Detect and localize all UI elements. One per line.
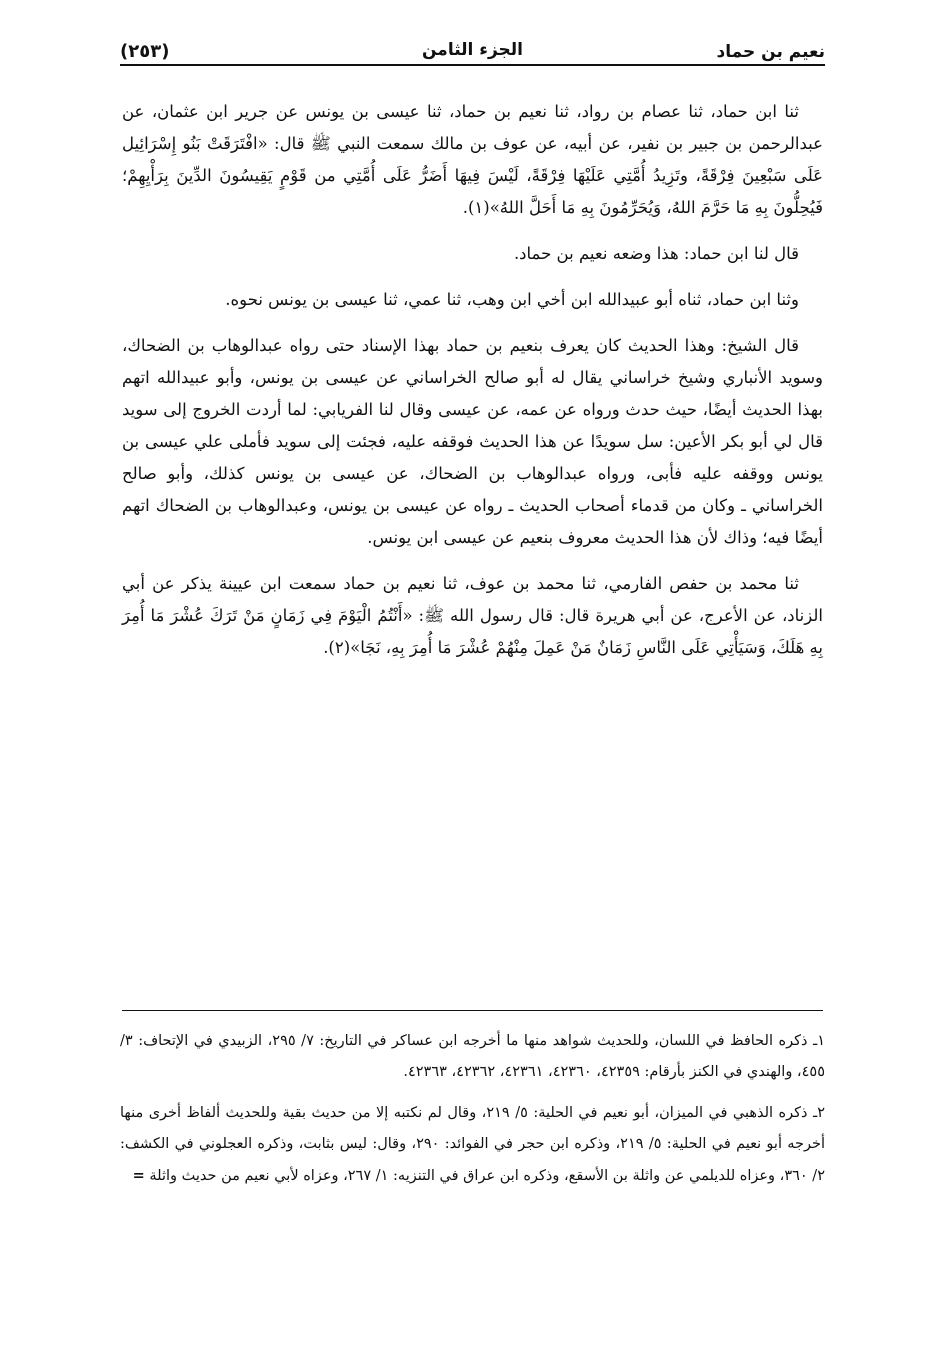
running-author: نعيم بن حماد — [716, 42, 825, 62]
footnote-1: ١ـ ذكره الحافظ في اللسان، وللحديث شواهد منها ما أخرجه ابن عساكر في التاريخ: ٧/ ٢٩٥، الزبيدي في الإتحاف: ٣/ ٤٥٥، والهندي في الكنز بأرقام: ٤٢٣٥٩، ٤٢٣٦٠، ٤٢٣٦١، ٤٢٣٦٢، ٤٢٣٦٣. — [120, 1033, 825, 1080]
running-part-title: الجزء الثامن — [421, 40, 524, 60]
footnotes — [120, 1026, 825, 1202]
paragraph: قال الشيخ: وهذا الحديث كان يعرف بنعيم بن حماد بهذا الإسناد حتى رواه عبدالوهاب بن الضحاك، وسويد الأنباري وشيخ خراساني يقال له أبو صالح الخراساني عن عيسى بن يونس، وأبو عبيدالله اتهم بهذا الحديث أيضًا، حيث حدث ورواه عن عمه، عن عيسى وقال لنا الفريابي: لما أردت الخروج إلى سويد قال لي أبو بكر الأعين: سل سويدًا عن هذا الحديث فوقفه عليه، فجئت إلى سويد فأملى علي عيسى بن يونس ووقفه عليه فأبى، ورواه عبدالوهاب بن الضحاك، عن عيسى بن يونس كذلك، وأبو صالح الخراساني ـ وكان من قدماء أصحاب الحديث ـ رواه عن عيسى بن يونس، وعبدالوهاب بن الضحاك اتهم أيضًا فيه؛ وذاك لأن هذا الحديث معروف بنعيم عن عيسى ابن يونس. — [122, 336, 823, 547]
footnote-rule — [122, 1010, 823, 1011]
header-rule — [120, 64, 825, 66]
main-text — [122, 96, 823, 672]
paragraph: قال لنا ابن حماد: هذا وضعه نعيم بن حماد. — [513, 244, 799, 263]
footnote-2 — [120, 1098, 825, 1192]
continuation-mark: = — [132, 1167, 145, 1184]
page-header — [120, 28, 825, 62]
paragraph: ثنا ابن حماد، ثنا عصام بن رواد، ثنا نعيم بن حماد، ثنا عيسى بن يونس عن جرير ابن عثمان، عن عبدالرحمن بن جبير بن نفير، عن أبيه، عن عوف بن مالك سمعت النبي ﷺ قال: «افْتَرَقَتْ بَنُو إِسْرَائِيل عَلَى سَبْعِينَ فِرْقَةً، وتَزِيدُ أُمَّتِي عَلَيْهَا فِرْقَةً، لَيْسَ فِيهَا أَضَرُّ عَلَى أُمَّتِي من قَوْمٍ يَقِيسُونَ الدِّينَ بِرَأْيِهِمْ؛ فَيُحِلُّونَ بِهِ مَا حَرَّمَ اللهُ، وَيُحَرِّمُونَ بِهِ مَا أَحَلَّ اللهُ»(١). — [122, 102, 823, 217]
paragraph: وثنا ابن حماد، ثناه أبو عبيدالله ابن أخي ابن وهب، ثنا عمي، ثنا عيسى بن يونس نحوه. — [225, 290, 799, 309]
paragraph: ثنا محمد بن حفص الفارمي، ثنا محمد بن عوف، ثنا نعيم بن حماد سمعت ابن عيينة يذكر عن أبي الزناد، عن الأعرج، عن أبي هريرة قال: قال رسول الله ﷺ: «أَنْتُمُ الْيَوْمَ فِي زَمَانٍ مَنْ تَرَكَ عُشْرَ مَا أُمِرَ بِهِ هَلَكَ، وَسَيَأْتِي عَلَى النَّاسِ زَمَانٌ مَنْ عَمِلَ مِنْهُمْ عُشْرَ مَا أُمِرَ بِهِ، نَجَا»(٢). — [122, 574, 823, 657]
footnote-2-text: ٢ـ ذكره الذهبي في الميزان، أبو نعيم في الحلية: ٥/ ٢١٩، وقال لم نكتبه إلا من حديث بقية وللحديث ألفاظ أخرى منها أخرجه أبو نعيم في الحلية: ٥/ ٢١٩، وذكره ابن حجر في الفوائد: ٢٩٠، وقال: ليس بثابت، وذكره العجلوني في الكشف: ٢/ ٣٦٠، وعزاه للديلمي عن واثلة بن الأسقع، وذكره ابن عراق في التنزيه: ١/ ٢٦٧، وعزاه لأبي نعيم من حديث واثلة — [120, 1105, 825, 1184]
page-number: (٢٥٣) — [120, 41, 170, 62]
